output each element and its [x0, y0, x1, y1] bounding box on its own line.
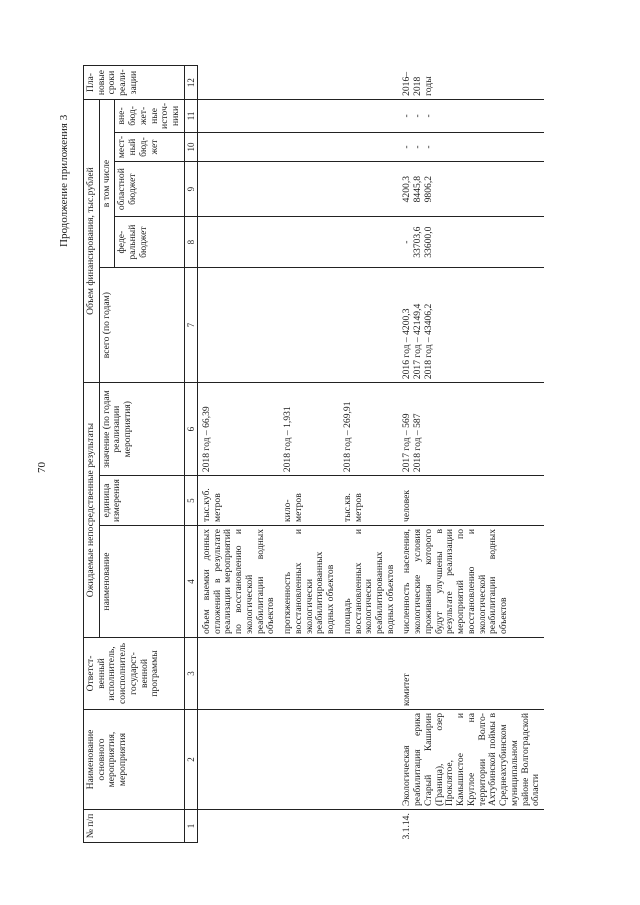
header-result-unit: единица измерения	[99, 476, 184, 526]
result-unit: тыс.кв. метров	[339, 476, 399, 526]
header-name: Наименование основного мероприятия, мероприятия	[84, 710, 185, 810]
entry-finance-total	[398, 268, 544, 383]
header-finance-including: в том числе	[99, 99, 115, 267]
entry-period: 2016–2018 годы	[401, 71, 434, 96]
result-name: объем выемки донных отложений в результате реализации мероприятий по восстановлению и экологической реабилитации водных объектов	[197, 526, 279, 638]
entry-finance-local	[398, 132, 544, 161]
finance-regional-line: 4200,3	[401, 175, 413, 203]
column-index: 6	[184, 383, 197, 476]
result-value: 2018 год – 66,39	[197, 383, 279, 476]
column-index: 10	[184, 132, 197, 161]
entry-finance-regional	[398, 162, 544, 217]
entry-finance-extrabudget	[398, 99, 544, 132]
continuation-row	[339, 66, 399, 843]
column-index: 5	[184, 476, 197, 526]
finance-local-line: -	[412, 145, 424, 149]
column-index-row	[184, 66, 197, 843]
header-finance-total: всего (по годам)	[99, 268, 184, 383]
column-index: 2	[184, 710, 197, 810]
finance-local-line: -	[401, 145, 413, 149]
header-period: Пла-новые сроки реали-зации	[84, 66, 185, 100]
finance-federal-line: 33703,6	[412, 226, 424, 258]
continuation-title: Продолжение приложения 3	[58, 114, 70, 247]
entry-responsible: комитет	[398, 638, 544, 710]
header-finance-local: мест-ный бюд-жет	[115, 132, 184, 161]
header-num: № п/п	[84, 810, 185, 843]
column-index: 12	[184, 66, 197, 100]
finance-federal-line: 33600,0	[422, 226, 434, 258]
finance-total-line: 2017 год – 42149,4	[412, 303, 424, 380]
column-index: 9	[184, 162, 197, 217]
finance-local-line: -	[422, 145, 434, 149]
page-number: 70	[36, 462, 48, 473]
finance-extra-line: -	[401, 114, 413, 118]
result-value: 2018 год – 269,91	[339, 383, 399, 476]
finance-federal-line: -	[401, 240, 413, 244]
finance-regional-line: 9806,2	[422, 175, 434, 203]
finance-regional-line: 8445,8	[412, 175, 424, 203]
finance-total-line: 2018 год – 43406,2	[422, 303, 434, 380]
header-result-name: наименование	[99, 526, 184, 638]
entry-finance-federal	[398, 217, 544, 268]
entry-name: Экологическая реабилитация ерика Старый Каширин (Граница), озер Проклятое, Камышистое и Круглое на территории Волго-Ахтубинской поймы в Среднеахтубинском муниципальном районе Волгоградской области	[398, 710, 544, 810]
column-index: 7	[184, 268, 197, 383]
result-unit: тыс.куб. метров	[197, 476, 279, 526]
result-value-line: 2017 год – 569	[401, 413, 413, 473]
header-result-value: значение (по годам реализации мероприятия)	[99, 383, 184, 476]
result-unit: кило-метров	[279, 476, 339, 526]
header-finance-federal: феде-ральный бюджет	[115, 217, 184, 268]
header-finance-group: Объем финансирования, тыс.рублей	[84, 99, 100, 382]
column-index: 3	[184, 638, 197, 710]
column-index: 1	[184, 810, 197, 843]
continuation-row	[197, 66, 279, 843]
entry-result-values	[398, 383, 544, 476]
header-results-group: Ожидаемые непосредственные результаты	[84, 383, 100, 638]
funding-table	[83, 65, 544, 843]
column-index: 11	[184, 99, 197, 132]
header-finance-regional: областной бюджет	[115, 162, 184, 217]
result-value: 2018 год – 1,931	[279, 383, 339, 476]
header-responsible: Ответст-венный исполнитель, соисполнитель государст-венной программы	[84, 638, 185, 710]
continuation-row	[279, 66, 339, 843]
entry-result-unit: человек	[398, 476, 544, 526]
entry-row	[398, 66, 544, 843]
column-index: 8	[184, 217, 197, 268]
entry-result-name: численность населения, экологические условия проживания которого будут улучшены в результате реализации мероприятий по восстановлению и экологической реабилитации водных объектов	[398, 526, 544, 638]
column-index: 4	[184, 526, 197, 638]
finance-extra-line: -	[412, 114, 424, 118]
result-name: протяженность восстановленных и экологически реабилитированных водных объектов	[279, 526, 339, 638]
header-finance-extrabudget: вне-бюд-жет-ные источ-ники	[115, 99, 184, 132]
entry-number: 3.1.14.	[398, 810, 544, 843]
result-name: площадь восстановленных и экологически реабилитированных водных объектов	[339, 526, 399, 638]
finance-extra-line: -	[422, 114, 434, 118]
header-row-1	[84, 66, 100, 843]
finance-total-line: 2016 год – 4200,3	[401, 308, 413, 380]
result-value-line: 2018 год – 587	[412, 413, 424, 473]
